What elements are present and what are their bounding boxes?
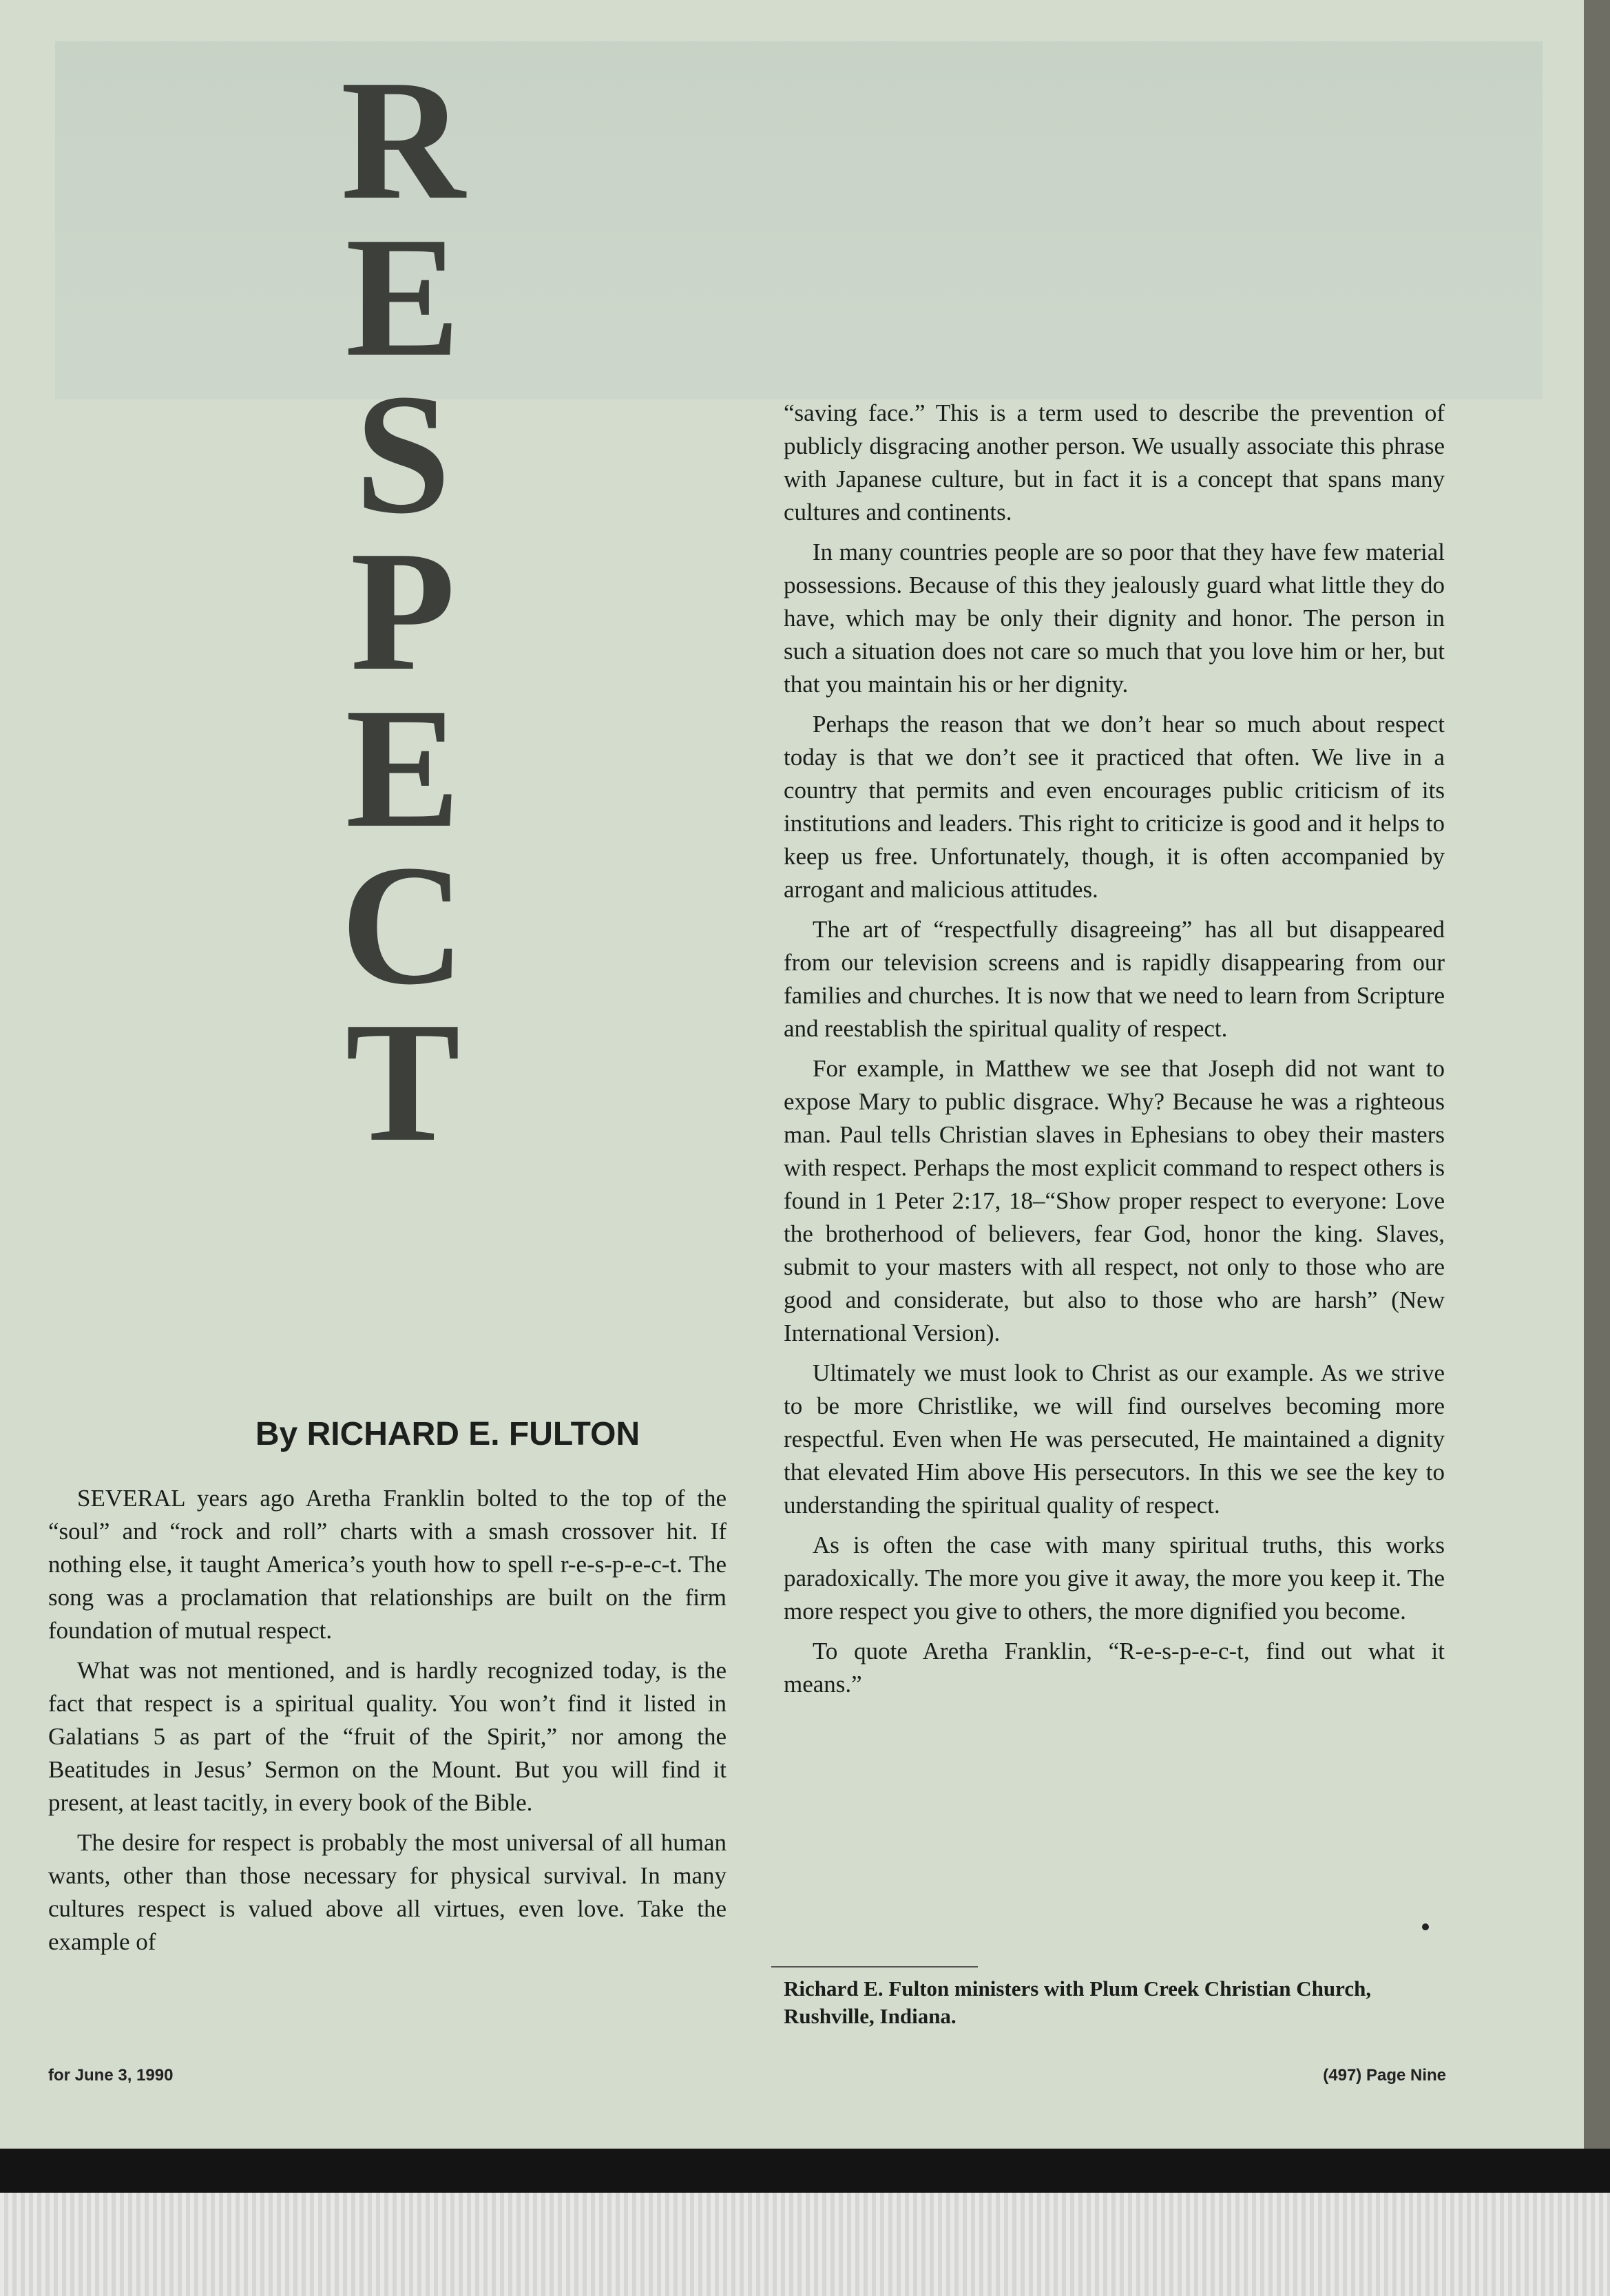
title-letter: R — [340, 45, 466, 236]
scan-bottom-band — [0, 2149, 1610, 2193]
paragraph: Ultimately we must look to Christ as our example. As we strive to be more Christlike, we will find ourselves becoming more respectful. Even when He was persecuted, He maintained a dignity that elevated Him above His persecutors. In this we see the key to understanding the spiritual quality of respect. — [784, 1359, 1445, 1519]
paragraph: For example, in Matthew we see that Joseph did not want to expose Mary to public disgrace. Why? Because he was a righteous man. Paul tells Christian slaves in Ephesians to obey their masters with respect. Perhaps the most explicit command to respect others is found in 1 Peter 2:17, 18–“Show proper respect to everyone: Love the brotherhood of believers, fear God, honor the king. Slaves, submit to your masters with all respect, not only to those who are good and considerate, but also to those who are harsh” (New International Version). — [784, 1055, 1445, 1346]
byline: By RICHARD E. FULTON — [255, 1416, 640, 1452]
paragraph: SEVERAL years ago Aretha Franklin bolted to the top of the “soul” and “rock and roll” charts with a smash crossover hit. If nothing else, it taught America’s youth how to spell r-e-s-p-e-c-t. The song was a proclamation that relationships are built on the firm foundation of mutual respect. — [48, 1485, 726, 1644]
paragraph: “saving face.” This is a term used to describe the prevention of publicly disgracing another person. We usually associate this phrase with Japanese culture, but in fact it is a concept that spans many cultures and continents. — [784, 399, 1445, 525]
paragraph: In many countries people are so poor that they have few material possessions. Because of this they jealously guard what little they do have, which may be only their dignity and honor. The person in such a situation does not care so much that you love him or her, but that you maintain his or her dignity. — [784, 539, 1445, 698]
paragraph: To quote Aretha Franklin, “R-e-s-p-e-c-t, find out what it means.” — [784, 1638, 1445, 1698]
footer-page-number: (497) Page Nine — [1323, 2066, 1446, 2085]
title-letter: E — [345, 202, 461, 393]
end-mark-icon — [1422, 1923, 1429, 1930]
title-letter: E — [345, 673, 461, 864]
paragraph: The art of “respectfully disagreeing” has all but disappeared from our television screens and is rapidly disappearing from our families and churches. It is now that we need to learn from Scripture and reestablish the spiritual quality of respect. — [784, 916, 1445, 1042]
left-column — [48, 1482, 726, 1965]
title-letter: P — [350, 516, 456, 707]
paragraph: Perhaps the reason that we don’t hear so much about respect today is that we don’t see it practiced that often. We live in a country that permits and even encourages public criticism of its institutions and leaders. This right to criticize is good and it helps to keep us free. Unfortunately, though, it is often accompanied by arrogant and malicious attitudes. — [784, 711, 1445, 903]
divider — [771, 1966, 978, 1968]
title-letter: C — [340, 830, 466, 1021]
vertical-title-respect — [313, 45, 492, 1178]
page-edge-shadow — [1584, 0, 1610, 2296]
paragraph: What was not mentioned, and is hardly recognized today, is the fact that respect is a spiritual quality. You won’t find it listed in Galatians 5 as part of the “fruit of the Spirit,” nor among the Beatitudes in Jesus’ Sermon on the Mount. But you will find it present, at least tacitly, in every book of the Bible. — [48, 1657, 726, 1816]
title-letter: T — [345, 987, 461, 1178]
paragraph: The desire for respect is probably the most universal of all human wants, other than those necessary for physical survival. In many cultures respect is valued above all virtues, even love. Take the example of — [48, 1829, 726, 1955]
author-bio: Richard E. Fulton ministers with Plum Creek Christian Church, Rushville, Indiana. — [784, 1976, 1372, 2028]
scan-background-cloth — [0, 2193, 1610, 2296]
right-column — [784, 397, 1445, 1708]
show-through-background — [55, 41, 1543, 399]
footer-date: for June 3, 1990 — [48, 2066, 174, 2085]
paragraph: As is often the case with many spiritual truths, this works paradoxically. The more you give it away, the more you keep it. The more respect you give to others, the more dignified you become. — [784, 1532, 1445, 1625]
title-letter: S — [355, 359, 451, 550]
